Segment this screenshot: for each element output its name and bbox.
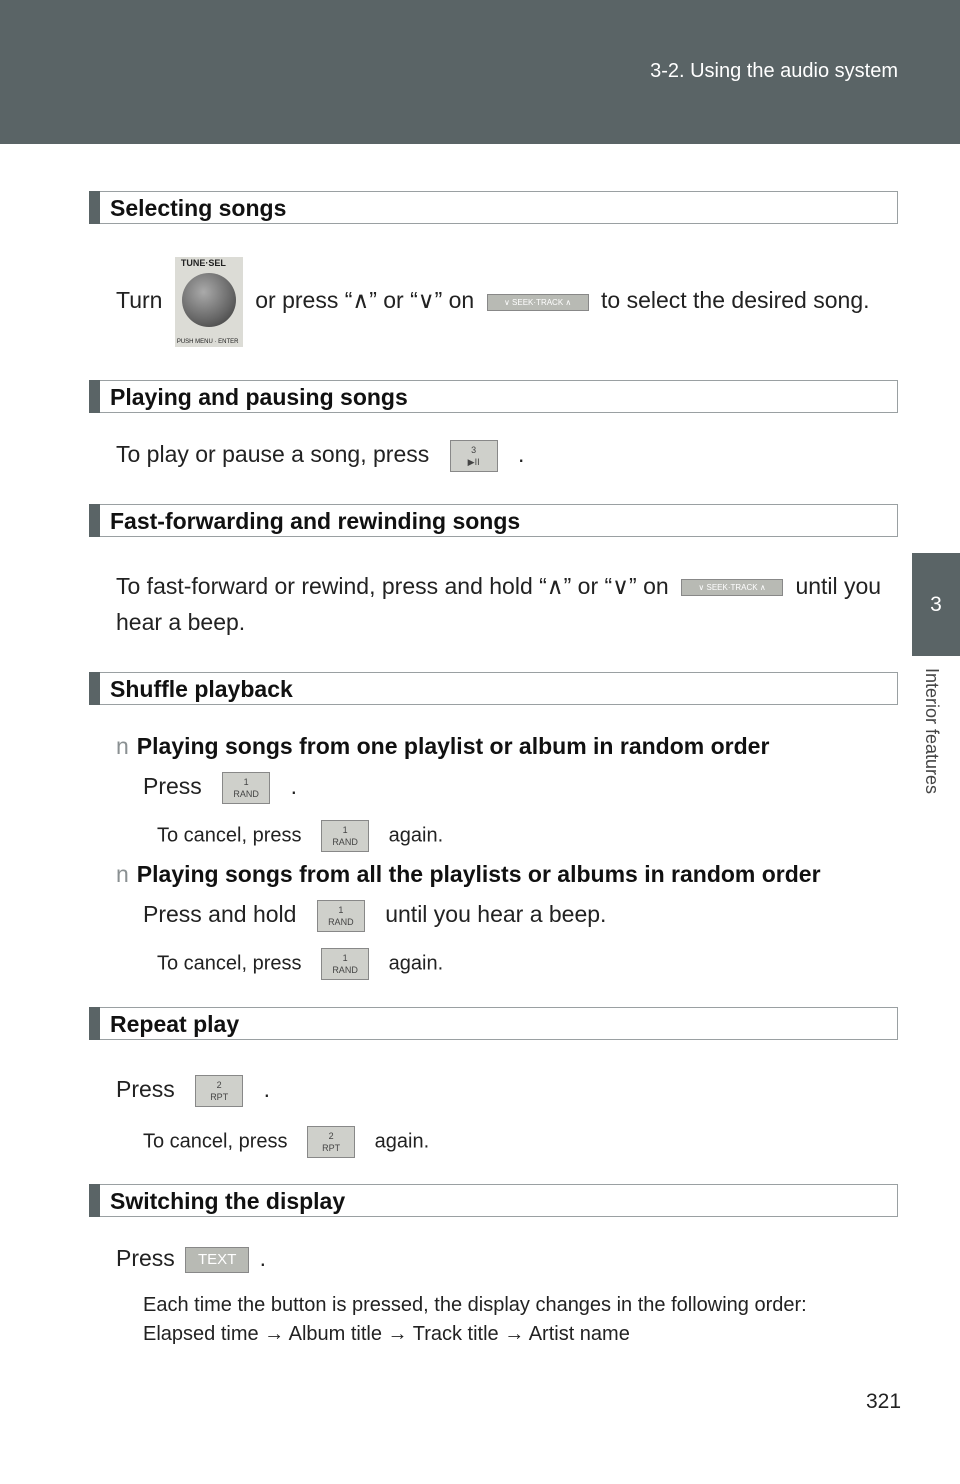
repeat-cancel-line: To cancel, press 2 RPT again. — [143, 1126, 429, 1158]
chapter-tab: 3 — [912, 553, 960, 656]
tune-sel-knob-icon — [175, 257, 243, 347]
playing-instruction: To play or pause a song, press 3 ▶II . — [116, 440, 524, 472]
knob-sublabel: PUSH MENU · ENTER — [176, 339, 239, 345]
text-press: or press “∧” or “∨” on — [255, 287, 475, 314]
switching-note-1: Each time the button is pressed, the display changes in the following order: — [143, 1294, 807, 1316]
text-select: to select the desired song. — [601, 287, 870, 314]
rand-button-icon: 1 RAND — [321, 948, 369, 980]
section-title: Selecting songs — [110, 195, 287, 221]
seek-track-button-icon: ∨ SEEK·TRACK ∧ — [681, 579, 783, 596]
page-number: 321 — [866, 1390, 902, 1413]
rand-button-icon: 1 RAND — [317, 900, 365, 932]
selecting-instruction — [116, 257, 870, 347]
section-title: Repeat play — [110, 1011, 240, 1037]
bullet-icon: n — [116, 861, 129, 887]
fast-instruction-line2: hear a beep. — [116, 609, 246, 635]
rand-button-icon: 1 RAND — [321, 820, 369, 852]
knob-dial — [182, 273, 236, 327]
section-repeat — [89, 1007, 898, 1040]
section-shuffle — [89, 672, 898, 705]
shuffle-hold-line: Press and hold 1 RAND until you hear a beep. — [143, 900, 606, 932]
switching-press-line: Press TEXT . — [116, 1245, 266, 1271]
shuffle-cancel-line-1: To cancel, press 1 RAND again. — [157, 820, 443, 852]
repeat-press-line: Press 2 RPT . — [116, 1075, 270, 1107]
section-switching-display — [89, 1184, 898, 1217]
rpt-button-icon: 2 RPT — [195, 1075, 243, 1107]
knob-label: TUNE·SEL — [180, 258, 226, 268]
rand-button-icon: 1 RAND — [222, 772, 270, 804]
shuffle-press-line: Press 1 RAND . — [143, 772, 297, 804]
shuffle-subheading-one: n Playing songs from one playlist or album in random order — [116, 733, 770, 759]
chapter-label: Interior features — [922, 668, 942, 795]
shuffle-cancel-line-2: To cancel, press 1 RAND again. — [157, 948, 443, 980]
section-selecting-songs — [89, 191, 898, 224]
fast-instruction-line1: To fast-forward or rewind, press and hold “∧” or “∨” on ∨ SEEK·TRACK ∧ until you — [116, 573, 882, 599]
switching-note-2: Elapsed time → Album title → Track title → Artist name — [143, 1323, 630, 1345]
section-title: Shuffle playback — [110, 676, 293, 702]
text-play: To play or pause a song, press — [116, 441, 430, 468]
section-title: Switching the display — [110, 1188, 346, 1214]
text-turn: Turn — [116, 287, 163, 314]
play-pause-button-icon: 3 ▶II — [450, 440, 498, 472]
section-title: Fast-forwarding and rewinding songs — [110, 508, 521, 534]
rpt-button-icon: 2 RPT — [307, 1126, 355, 1158]
page-header — [0, 0, 960, 144]
header-title: 3-2. Using the audio system — [650, 60, 898, 82]
section-playing-pausing — [89, 380, 898, 413]
seek-track-button-icon: ∨ SEEK·TRACK ∧ — [487, 294, 589, 311]
text-button-icon: TEXT — [185, 1247, 249, 1273]
section-fast-forward — [89, 504, 898, 537]
shuffle-subheading-all: n Playing songs from all the playlists or albums in random order — [116, 861, 821, 887]
section-title: Playing and pausing songs — [110, 384, 408, 410]
bullet-icon: n — [116, 733, 129, 759]
